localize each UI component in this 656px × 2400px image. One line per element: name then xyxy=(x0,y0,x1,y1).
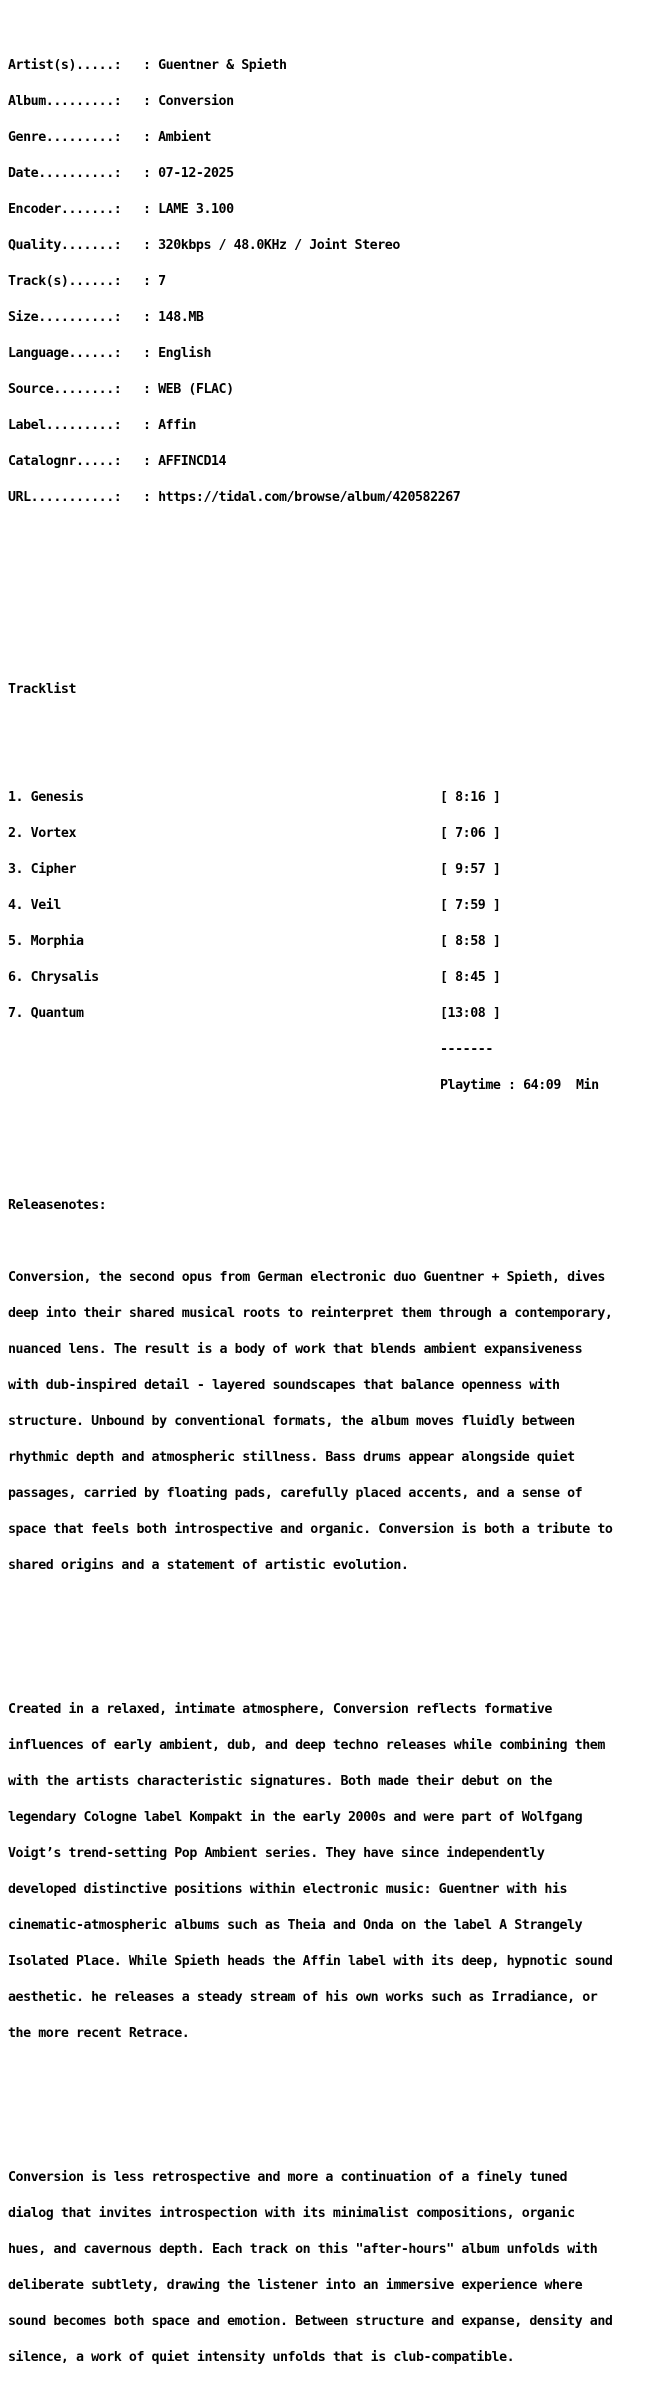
album-url: : https://tidal.com/browse/album/420582267 xyxy=(143,490,461,505)
track-row xyxy=(8,900,656,912)
info-row xyxy=(8,204,656,216)
track-name: 7. Quantum xyxy=(8,1006,84,1021)
info-key: Artist(s).....: xyxy=(8,58,122,73)
track-name: 6. Chrysalis xyxy=(8,970,99,985)
info-value: : WEB (FLAC) xyxy=(143,382,234,397)
info-value: : English xyxy=(143,346,211,361)
releasenotes-paragraph-1 xyxy=(8,1248,656,1596)
track-duration: [ 9:57 ] xyxy=(440,862,501,877)
paragraph-line: with dub-inspired detail - layered soundscapes that balance openness with xyxy=(8,1378,560,1393)
track-name: 4. Veil xyxy=(8,898,61,913)
paragraph-line: shared origins and a statement of artistic evolution. xyxy=(8,1558,409,1573)
info-row xyxy=(8,420,656,432)
paragraph-line: cinematic-atmospheric albums such as Theia and Onda on the label A Strangely xyxy=(8,1918,583,1933)
paragraph-line: Voigt’s trend-setting Pop Ambient series. They have since independently xyxy=(8,1846,545,1861)
info-key: Date..........: xyxy=(8,166,122,181)
track-row xyxy=(8,972,656,984)
track-duration: [ 7:59 ] xyxy=(440,898,501,913)
info-row xyxy=(8,132,656,144)
track-name: 5. Morphia xyxy=(8,934,84,949)
track-duration: [13:08 ] xyxy=(440,1006,501,1021)
info-key: Catalognr.....: xyxy=(8,454,122,469)
info-value: : 320kbps / 48.0KHz / Joint Stereo xyxy=(143,238,400,253)
track-row xyxy=(8,1008,656,1020)
paragraph-line: Conversion, the second opus from German electronic duo Guentner + Spieth, dives xyxy=(8,1270,605,1285)
track-row xyxy=(8,792,656,804)
info-row-url xyxy=(8,492,656,504)
paragraph-line: Isolated Place. While Spieth heads the Affin label with its deep, hypnotic sound xyxy=(8,1954,613,1969)
info-key: Size..........: xyxy=(8,310,122,325)
info-key: Language......: xyxy=(8,346,122,361)
info-row xyxy=(8,348,656,360)
info-key: Genre.........: xyxy=(8,130,122,145)
info-row xyxy=(8,240,656,252)
info-value: : Guentner & Spieth xyxy=(143,58,287,73)
track-duration: [ 8:45 ] xyxy=(440,970,501,985)
paragraph-line: Conversion is less retrospective and more a continuation of a finely tuned xyxy=(8,2170,568,2185)
info-row xyxy=(8,276,656,288)
info-key: Label.........: xyxy=(8,418,122,433)
paragraph-line: with the artists characteristic signatures. Both made their debut on the xyxy=(8,1774,552,1789)
paragraph-line: legendary Cologne label Kompakt in the early 2000s and were part of Wolfgang xyxy=(8,1810,583,1825)
info-value: : 07-12-2025 xyxy=(143,166,234,181)
paragraph-line: rhythmic depth and atmospheric stillness. Bass drums appear alongside quiet xyxy=(8,1450,575,1465)
info-value: : LAME 3.100 xyxy=(143,202,234,217)
paragraph-line: structure. Unbound by conventional formats, the album moves fluidly between xyxy=(8,1414,575,1429)
releasenotes-heading: Releasenotes: xyxy=(8,1198,107,1213)
info-value: : AFFINCD14 xyxy=(143,454,227,469)
total-playtime: Playtime : 64:09 Min xyxy=(440,1078,599,1093)
paragraph-line: influences of early ambient, dub, and deep techno releases while combining them xyxy=(8,1738,605,1753)
track-name: 3. Cipher xyxy=(8,862,76,877)
releasenotes-paragraph-3 xyxy=(8,2148,656,2388)
info-row xyxy=(8,312,656,324)
tracklist xyxy=(8,768,656,1116)
info-row xyxy=(8,60,656,72)
paragraph-line: deep into their shared musical roots to reinterpret them through a contemporary, xyxy=(8,1306,613,1321)
info-value: : Conversion xyxy=(143,94,234,109)
track-duration: [ 8:58 ] xyxy=(440,934,501,949)
paragraph-line: the more recent Retrace. xyxy=(8,2026,190,2041)
track-name: 1. Genesis xyxy=(8,790,84,805)
info-row xyxy=(8,456,656,468)
info-row xyxy=(8,384,656,396)
track-duration: [ 7:06 ] xyxy=(440,826,501,841)
info-key: Encoder.......: xyxy=(8,202,122,217)
track-row xyxy=(8,828,656,840)
info-row xyxy=(8,96,656,108)
info-section xyxy=(8,36,656,528)
info-key: Track(s)......: xyxy=(8,274,122,289)
paragraph-line: passages, carried by floating pads, carefully placed accents, and a sense of xyxy=(8,1486,583,1501)
info-value: : 7 xyxy=(143,274,166,289)
paragraph-line: dialog that invites introspection with its minimalist compositions, organic xyxy=(8,2206,575,2221)
tracklist-heading: Tracklist xyxy=(8,682,76,697)
track-duration: [ 8:16 ] xyxy=(440,790,501,805)
paragraph-line: Created in a relaxed, intimate atmosphere, Conversion reflects formative xyxy=(8,1702,552,1717)
total-divider: ------- xyxy=(440,1042,493,1057)
info-key: URL...........: xyxy=(8,490,122,505)
info-row xyxy=(8,168,656,180)
paragraph-line: aesthetic. he releases a steady stream of his own works such as Irradiance, or xyxy=(8,1990,598,2005)
paragraph-line: sound becomes both space and emotion. Between structure and expanse, density and xyxy=(8,2314,613,2329)
info-key: Quality.......: xyxy=(8,238,122,253)
paragraph-line: silence, a work of quiet intensity unfolds that is club-compatible. xyxy=(8,2350,515,2365)
track-row xyxy=(8,936,656,948)
info-value: : 148.MB xyxy=(143,310,204,325)
paragraph-line: deliberate subtlety, drawing the listener into an immersive experience where xyxy=(8,2278,583,2293)
info-value: : Ambient xyxy=(143,130,211,145)
paragraph-line: nuanced lens. The result is a body of work that blends ambient expansiveness xyxy=(8,1342,583,1357)
releasenotes-paragraph-2 xyxy=(8,1680,656,2064)
info-key: Source........: xyxy=(8,382,122,397)
track-row xyxy=(8,864,656,876)
paragraph-line: space that feels both introspective and organic. Conversion is both a tribute to xyxy=(8,1522,613,1537)
paragraph-line: hues, and cavernous depth. Each track on this "after-hours" album unfolds with xyxy=(8,2242,598,2257)
info-key: Album.........: xyxy=(8,94,122,109)
paragraph-line: developed distinctive positions within electronic music: Guentner with his xyxy=(8,1882,568,1897)
info-value: : Affin xyxy=(143,418,196,433)
track-name: 2. Vortex xyxy=(8,826,76,841)
